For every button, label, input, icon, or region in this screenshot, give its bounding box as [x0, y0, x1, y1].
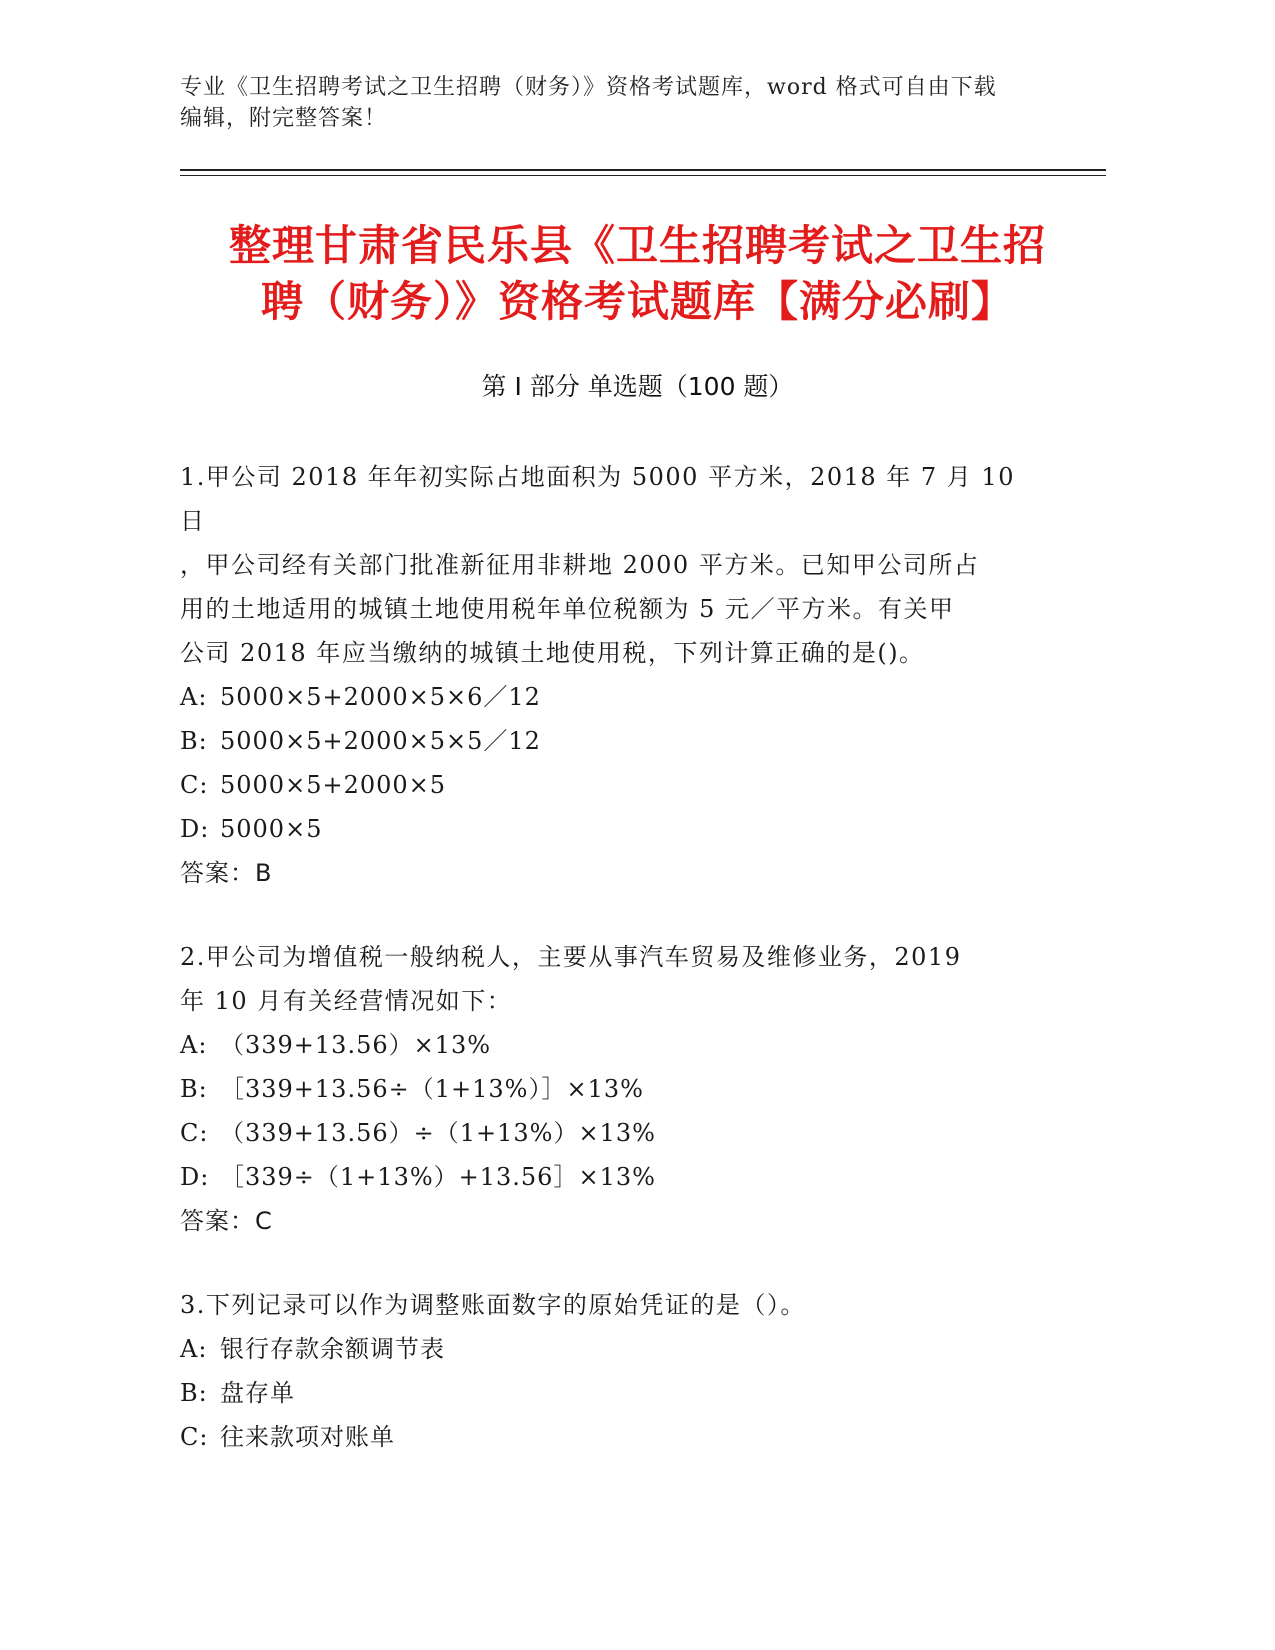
option-text: 5000×5+2000×5×5／12: [220, 727, 541, 755]
option-letter: D:: [180, 1163, 210, 1191]
header-divider-thick: [180, 169, 1106, 171]
option-text: 银行存款余额调节表: [220, 1335, 445, 1363]
option-letter: C:: [180, 771, 209, 799]
option-a: [180, 1023, 1040, 1067]
option-text: 5000×5+2000×5×6／12: [220, 683, 541, 711]
option-c: [180, 763, 1040, 807]
header-note: [180, 72, 1110, 134]
option-text: ［339÷（1+13%）+13.56］×13%: [220, 1163, 656, 1191]
question-list: [180, 455, 1040, 1499]
option-a: [180, 675, 1040, 719]
question-3: [180, 1283, 1040, 1459]
question-stem-line: 3.下列记录可以作为调整账面数字的原始凭证的是（）。: [180, 1291, 806, 1319]
option-c: [180, 1415, 1040, 1459]
option-letter: A:: [180, 1031, 208, 1059]
document-title-line-2: 聘（财务）》资格考试题库【满分必刷】: [260, 277, 1014, 326]
header-note-line-2: 编辑，附完整答案！: [180, 106, 388, 131]
option-b: [180, 1371, 1040, 1415]
option-letter: C:: [180, 1423, 209, 1451]
option-letter: D:: [180, 815, 210, 843]
document-title-line-1: 整理甘肃省民乐县《卫生招聘考试之卫生招: [228, 221, 1046, 270]
option-text: 5000×5: [220, 815, 323, 843]
option-letter: B:: [180, 1379, 208, 1407]
question-stem-line: 用的土地适用的城镇土地使用税年单位税额为 5 元／平方米。有关甲: [180, 595, 955, 623]
question-stem-line: 年 10 月有关经营情况如下：: [180, 987, 513, 1015]
question-stem-line: ，甲公司经有关部门批准新征用非耕地 2000 平方米。已知甲公司所占: [180, 551, 980, 579]
option-letter: B:: [180, 727, 208, 755]
question-stem-line: 2.甲公司为增值税一般纳税人，主要从事汽车贸易及维修业务，2019: [180, 943, 962, 971]
option-b: [180, 1067, 1040, 1111]
question-1: [180, 455, 1040, 895]
option-text: （339+13.56）×13%: [220, 1031, 492, 1059]
header-note-line-1: 专业《卫生招聘考试之卫生招聘（财务）》资格考试题库，word 格式可自由下载: [180, 75, 997, 100]
option-text: （339+13.56）÷（1+13%）×13%: [220, 1119, 656, 1147]
answer-line: 答案：B: [180, 859, 273, 887]
option-letter: B:: [180, 1075, 208, 1103]
option-text: ［339+13.56÷（1+13%）］×13%: [220, 1075, 644, 1103]
option-text: 5000×5+2000×5: [220, 771, 447, 799]
answer-line: 答案：C: [180, 1207, 273, 1235]
option-letter: C:: [180, 1119, 209, 1147]
option-d: [180, 1155, 1040, 1199]
option-text: 盘存单: [220, 1379, 295, 1407]
option-b: [180, 719, 1040, 763]
option-d: [180, 807, 1040, 851]
question-2: [180, 935, 1040, 1243]
option-text: 往来款项对账单: [220, 1423, 395, 1451]
option-c: [180, 1111, 1040, 1155]
header-divider-thin: [180, 175, 1106, 176]
option-a: [180, 1327, 1040, 1371]
section-title: 第 I 部分 单选题（100 题）: [481, 372, 794, 401]
option-letter: A:: [180, 1335, 208, 1363]
document-title: [150, 218, 1125, 330]
option-letter: A:: [180, 683, 208, 711]
question-stem-line: 1.甲公司 2018 年年初实际占地面积为 5000 平方米，2018 年 7 月 10 日: [180, 463, 1015, 535]
question-stem-line: 公司 2018 年应当缴纳的城镇土地使用税，下列计算正确的是()。: [180, 639, 925, 667]
